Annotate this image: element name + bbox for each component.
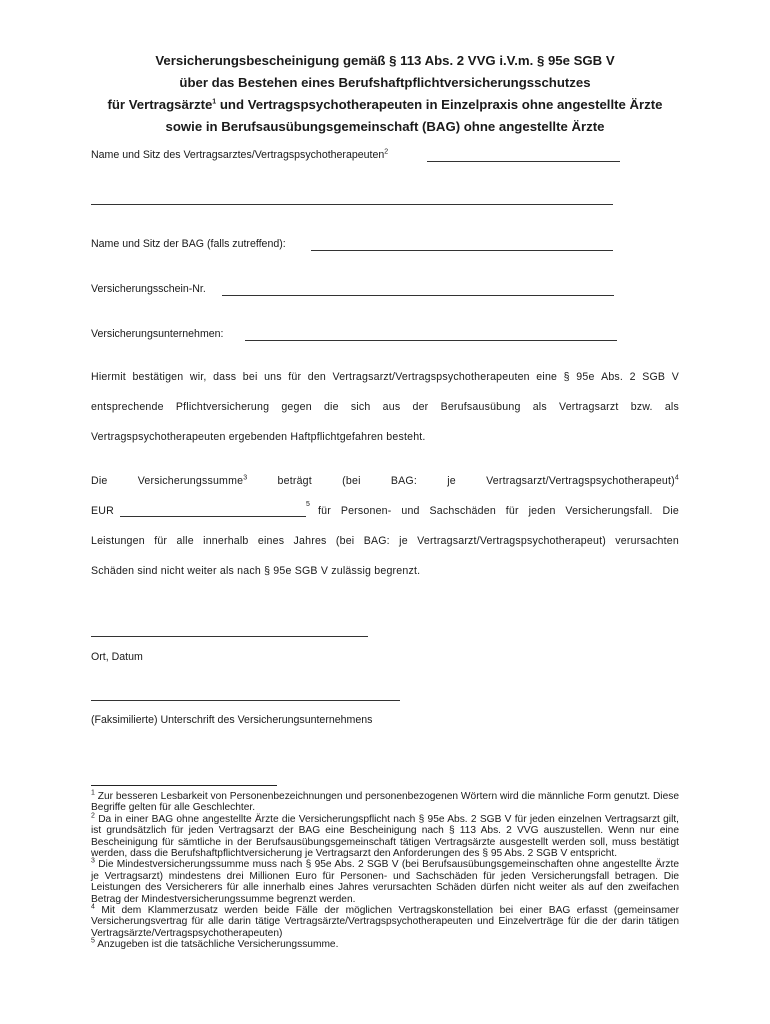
statement-line-1 <box>91 371 679 383</box>
insurer-label: Versicherungsunternehmen: <box>91 328 224 340</box>
word: die <box>323 401 339 413</box>
word: Vertragsarzt <box>559 401 619 413</box>
word: als <box>664 401 679 413</box>
footnote-number: 2 <box>91 812 95 820</box>
footnote-ref-5: 5 <box>306 501 310 508</box>
footnotes <box>91 791 679 951</box>
footnote-4 <box>91 905 679 939</box>
document-title <box>60 50 710 138</box>
word: SGB <box>642 371 666 383</box>
word: Versicherungsfall. <box>565 505 653 517</box>
word: BAG: <box>363 535 390 547</box>
bag-label: Name und Sitz der BAG (falls zutreffend): <box>91 238 286 250</box>
word: bzw. <box>630 401 653 413</box>
word: Personen- <box>340 505 392 517</box>
sum-amount-field[interactable] <box>120 516 306 517</box>
word: für <box>154 535 168 547</box>
footnote-text: Die Mindestversicherungssumme muss nach § 95e Abs. 2 SGB V (bei Berufsausübungsgemeinschaften ohne angestellte Ärzte je Vertragsarzt) mindestens drei Millionen Euro für Personen- und Sachschäden für jeden Versicherungsfall betragen. Die Leistungen des Versicherers für alle innerhalb eines Jahres verursachten Schäden dürfen nicht weiter als auf den zweifachen Betrag der Mindestversicherungssumme begrenzt werden. <box>91 859 679 905</box>
footnote-number: 5 <box>91 937 95 945</box>
word: je <box>399 535 408 547</box>
place-date-label: Ort, Datum <box>91 651 143 663</box>
word: Vertragsarzt/Vertragspsychotherapeuten <box>332 371 530 383</box>
title-line-3-start: für Vertragsärzte <box>107 97 213 112</box>
word: für <box>318 505 331 517</box>
word: bei <box>242 371 258 383</box>
sum-word-text: Vertragsarzt/Vertragspsychotherapeut) <box>486 475 675 487</box>
word: der <box>412 401 429 413</box>
title-line-3-end: und Vertragspsychotherapeuten in Einzelpraxis ohne angestellte Ärzte <box>216 97 663 112</box>
footnote-text: Da in einer BAG ohne angestellte Ärzte die Versicherungspflicht nach § 95e Abs. 2 SGB V für jeden einzelnen Vertragsarzt gilt, ist grundsätzlich für jeden Vertragsarzt der BAG eine Bescheinigung nach § 113 Abs. 2 VVG auszustellen. Wenn nur eine Bescheinigung für sämtliche in der Berufsausübungsgemeinschaft tätigen Vertragsärzte ausgestellt werden soll, muss bestätigt werden, dass die Berufshaftpflichtversicherung je Vertragsarzt den Anforderungen des § 95 Abs. 2 SGB V entspricht. <box>91 813 679 860</box>
statement-line-2 <box>91 401 679 413</box>
doctor-name-label <box>91 149 388 161</box>
footnote-text: Mit dem Klammerzusatz werden beide Fälle der möglichen Vertragskonstellation bei einer BAG erfasst (gemeinsamer Versicherungsvertrag für alle darin tätige Vertragsärzte/Vertragspsychotherapeuten und Einzelverträge für die der darin tätigen Vertragsärzte/Vertragspsychotherapeuten) <box>91 905 679 939</box>
doctor-name-field[interactable] <box>427 161 620 162</box>
word: und <box>401 505 420 517</box>
word: innerhalb <box>203 535 249 547</box>
sum-line-4: Schäden sind nicht weiter als nach § 95e SGB V zulässig begrenzt. <box>91 565 421 577</box>
sum-word: je <box>447 475 456 487</box>
footnote-2 <box>91 814 679 860</box>
word: bestätigen <box>132 371 184 383</box>
word: (bei <box>335 535 355 547</box>
word: als <box>532 401 547 413</box>
word: Berufsausübung <box>440 401 521 413</box>
word: Hiermit <box>91 371 126 383</box>
footnote-number: 3 <box>91 858 95 866</box>
footnote-text: Anzugeben ist die tatsächliche Versicherungssumme. <box>97 939 339 951</box>
footnote-ref-1: 1 <box>212 98 217 106</box>
footnote-ref-2: 2 <box>384 148 389 156</box>
place-date-field[interactable] <box>91 636 368 637</box>
word: Leistungen <box>91 535 145 547</box>
word: § <box>563 371 570 383</box>
footnote-5 <box>91 939 679 950</box>
sum-word <box>486 475 679 487</box>
word: 2 <box>629 371 636 383</box>
bag-field[interactable] <box>311 250 613 251</box>
policy-number-label: Versicherungsschein-Nr. <box>91 283 206 295</box>
sum-word: Die <box>91 475 108 487</box>
sum-line-1 <box>91 475 679 487</box>
sum-word-text: Versicherungssumme <box>137 475 244 487</box>
word: Pflichtversicherung <box>175 401 270 413</box>
word: entsprechende <box>91 401 164 413</box>
word: für <box>288 371 302 383</box>
word: gegen <box>281 401 312 413</box>
word: aus <box>382 401 401 413</box>
footnote-number: 4 <box>91 903 95 911</box>
footnote-text: Zur besseren Lesbarkeit von Personenbezeichnungen und personenbezogenen Wörtern wird die männliche Form genutzt. Diese Begriffe gelten für alle Geschlechter. <box>91 791 679 814</box>
sum-line-3 <box>91 535 679 547</box>
word: Sachschäden <box>429 505 496 517</box>
statement-line-3: Vertragspsychotherapeuten ergebenden Haftpflichtgefahren besteht. <box>91 431 426 443</box>
word: eine <box>536 371 558 383</box>
word: dass <box>213 371 237 383</box>
sum-word: (bei <box>342 475 361 487</box>
word: Abs. <box>601 371 624 383</box>
title-line-4: sowie in Berufsausübungsgemeinschaft (BAG) ohne angestellte Ärzte <box>165 119 605 134</box>
word: V <box>671 371 679 383</box>
word: eines <box>257 535 285 547</box>
doctor-name-field-continued[interactable] <box>91 204 613 205</box>
sum-word: beträgt <box>277 475 312 487</box>
doctor-name-label-text: Name und Sitz des Vertragsarztes/Vertragspsychotherapeuten <box>91 149 385 161</box>
footnote-1 <box>91 791 679 814</box>
sum-line-2-rest <box>318 505 679 517</box>
word: alle <box>176 535 194 547</box>
footnote-ref-4: 4 <box>674 474 679 482</box>
word: wir, <box>189 371 207 383</box>
word: Die <box>662 505 679 517</box>
word: den <box>307 371 327 383</box>
eur-label: EUR <box>91 505 114 517</box>
title-line-1: Versicherungsbescheinigung gemäß § 113 Abs. 2 VVG i.V.m. § 95e SGB V <box>155 53 615 68</box>
word: für <box>505 505 519 517</box>
insurer-field[interactable] <box>245 340 617 341</box>
word: verursachten <box>615 535 679 547</box>
sum-word: BAG: <box>390 475 417 487</box>
word: Vertragsarzt/Vertragspsychotherapeut) <box>417 535 606 547</box>
signature-field[interactable] <box>91 700 400 701</box>
word: Jahres <box>293 535 327 547</box>
footnote-separator <box>91 785 277 786</box>
footnote-number: 1 <box>91 789 95 797</box>
footnote-ref-3: 3 <box>243 474 248 482</box>
word: uns <box>264 371 282 383</box>
title-line-2: über das Bestehen eines Berufshaftpflichtversicherungsschutzes <box>179 75 591 90</box>
word: 95e <box>576 371 595 383</box>
policy-number-field[interactable] <box>222 295 614 296</box>
sum-word <box>138 475 248 487</box>
footnote-3 <box>91 859 679 905</box>
title-line-3 <box>60 94 710 116</box>
word: jeden <box>528 505 556 517</box>
word: sich <box>350 401 371 413</box>
signature-label: (Faksimilierte) Unterschrift des Versicherungsunternehmens <box>91 714 373 726</box>
